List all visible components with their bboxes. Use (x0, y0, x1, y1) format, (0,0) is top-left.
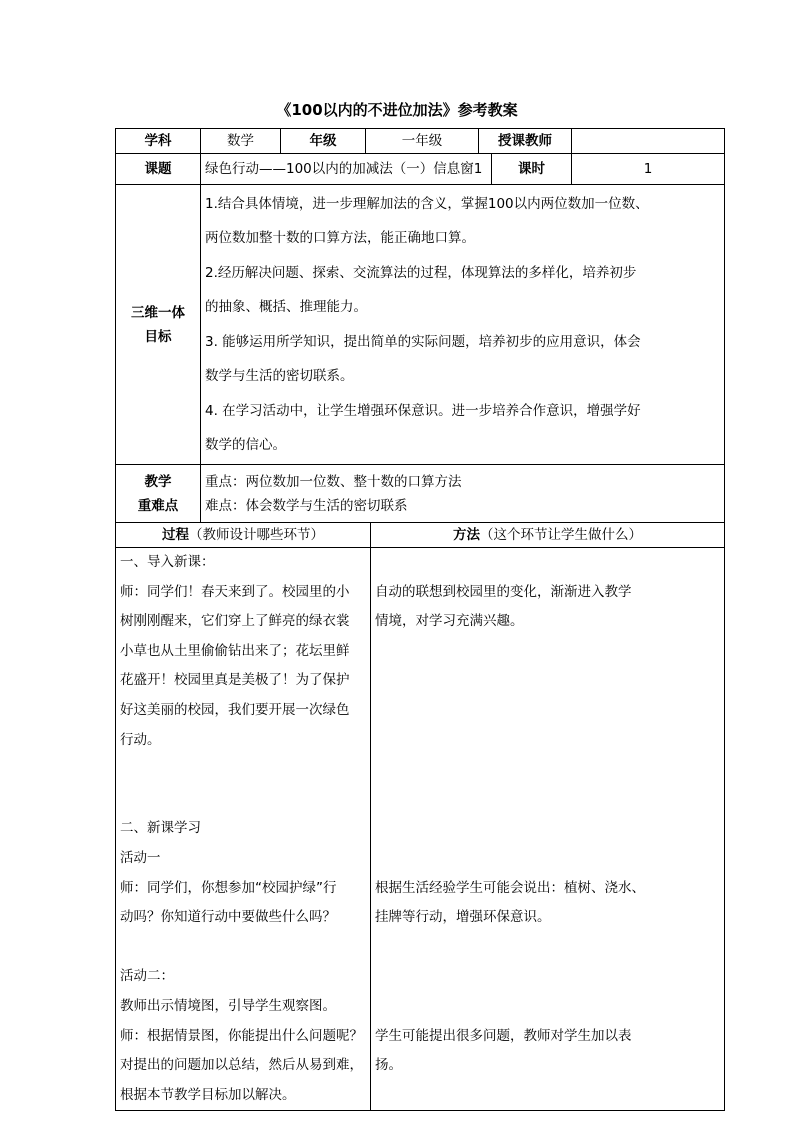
focus-label-line2: 重难点 (137, 497, 179, 514)
method-line (375, 1081, 720, 1111)
goals-label (116, 185, 201, 465)
teacher-label: 授课教师 (479, 129, 572, 154)
goals-content (201, 185, 725, 465)
method-header-label: 方法 (453, 527, 480, 543)
process-line: 师：根据情景图，你能提出什么问题呢？ (120, 1027, 363, 1044)
info-row (116, 129, 725, 154)
goal-line: 两位数加整十数的口算方法，能正确地口算。 (205, 230, 475, 246)
method-line: 自动的联想到校园里的变化，渐渐进入教学 (375, 583, 632, 600)
goal-line: 数学与生活的密切联系。 (205, 368, 354, 384)
hours-value: 1 (572, 154, 725, 185)
focus-label (116, 465, 201, 523)
hours-label: 课时 (492, 154, 572, 185)
goal-line: 4. 在学习活动中，让学生增强环保意识。进一步培养合作意识，增强学好 (205, 402, 641, 419)
method-line (375, 814, 720, 844)
process-line: 师：同学们，你想参加“校园护绿”行 (120, 879, 337, 896)
process-line (120, 785, 366, 815)
process-line: 好这美丽的校园，我们要开展一次绿色 (120, 701, 350, 718)
topic-value: 绿色行动——100以内的加减法（一）信息窗1 (201, 154, 492, 185)
grade-label: 年级 (281, 129, 366, 154)
method-line (375, 992, 720, 1022)
process-line (120, 755, 366, 785)
goals-label-line2: 目标 (144, 328, 172, 345)
method-line (375, 696, 720, 726)
topic-row (116, 154, 725, 185)
subject-label: 学科 (116, 129, 201, 154)
topic-label: 课题 (116, 154, 201, 185)
goal-line: 的抽象、概括、推理能力。 (205, 299, 367, 315)
method-line: 情境，对学习充满兴趣。 (375, 613, 524, 630)
process-header-label: 过程 (162, 527, 189, 543)
method-line (375, 637, 720, 667)
process-line: 教师出示情境图，引导学生观察图。 (120, 997, 336, 1014)
focus-content (201, 465, 725, 523)
method-line (375, 785, 720, 815)
teacher-value (572, 129, 725, 154)
process-line: 动吗？你知道行动中要做些什么吗？ (120, 909, 336, 926)
process-line: 师：同学们！春天来到了。校园里的小 (120, 583, 350, 600)
method-line: 学生可能提出很多问题，教师对学生加以表 (375, 1027, 632, 1044)
method-line (375, 844, 720, 874)
goal-line: 2.经历解决问题、探索、交流算法的过程，体现算法的多样化，培养初步 (205, 264, 637, 281)
method-line: 挂牌等行动，增强环保意识。 (375, 909, 551, 926)
content-row (116, 548, 725, 1111)
process-line: 花盛开！校园里真是美极了！为了保护 (120, 672, 350, 689)
document-title: 《100以内的不进位加法》参考教案 (276, 101, 518, 119)
focus-label-line1: 教学 (144, 473, 172, 490)
process-line: 根据本节教学目标加以解决。 (120, 1086, 296, 1103)
method-line: 扬。 (375, 1057, 402, 1074)
method-line (375, 666, 720, 696)
process-line: 对提出的问题加以总结，然后从易到难， (120, 1057, 363, 1074)
goal-line: 3. 能够运用所学知识，提出简单的实际问题，培养初步的应用意识，体会 (205, 333, 641, 350)
key-point: 重点：两位数加一位数、整十数的口算方法 (205, 473, 462, 490)
method-line (375, 726, 720, 756)
grade-value: 一年级 (366, 129, 479, 154)
method-line (375, 755, 720, 785)
method-line: 根据生活经验学生可能会说出：植树、浇水、 (375, 879, 645, 896)
process-content (116, 548, 371, 1111)
process-line: 行动。 (120, 731, 161, 748)
goal-line: 数学的信心。 (205, 437, 286, 453)
process-line: 树刚刚醒来，它们穿上了鲜亮的绿衣裳 (120, 613, 350, 630)
method-line (375, 933, 720, 963)
method-header-note: （这个环节让学生做什么） (480, 527, 642, 543)
lesson-plan-table (115, 128, 725, 1111)
method-line (375, 962, 720, 992)
process-line: 活动二： (120, 968, 174, 985)
subject-value: 数学 (201, 129, 281, 154)
process-header-note: （教师设计哪些环节） (189, 527, 324, 543)
difficulty: 难点：体会数学与生活的密切联系 (205, 497, 408, 514)
process-line: 一、导入新课： (120, 554, 215, 570)
process-line: 二、新课学习 (120, 820, 201, 837)
goal-line: 1.结合具体情境，进一步理解加法的含义，掌握100以内两位数加一位数、 (205, 195, 649, 212)
goals-label-line1: 三维一体 (131, 304, 185, 321)
process-line: 小草也从土里偷偷钻出来了；花坛里鲜 (120, 642, 350, 659)
goals-row (116, 185, 725, 465)
method-header (371, 523, 725, 548)
method-line (375, 548, 720, 578)
process-line (120, 933, 366, 963)
process-line: 活动一 (120, 849, 161, 866)
process-header (116, 523, 371, 548)
focus-row (116, 465, 725, 523)
method-content (371, 548, 725, 1111)
section-header-row (116, 523, 725, 548)
